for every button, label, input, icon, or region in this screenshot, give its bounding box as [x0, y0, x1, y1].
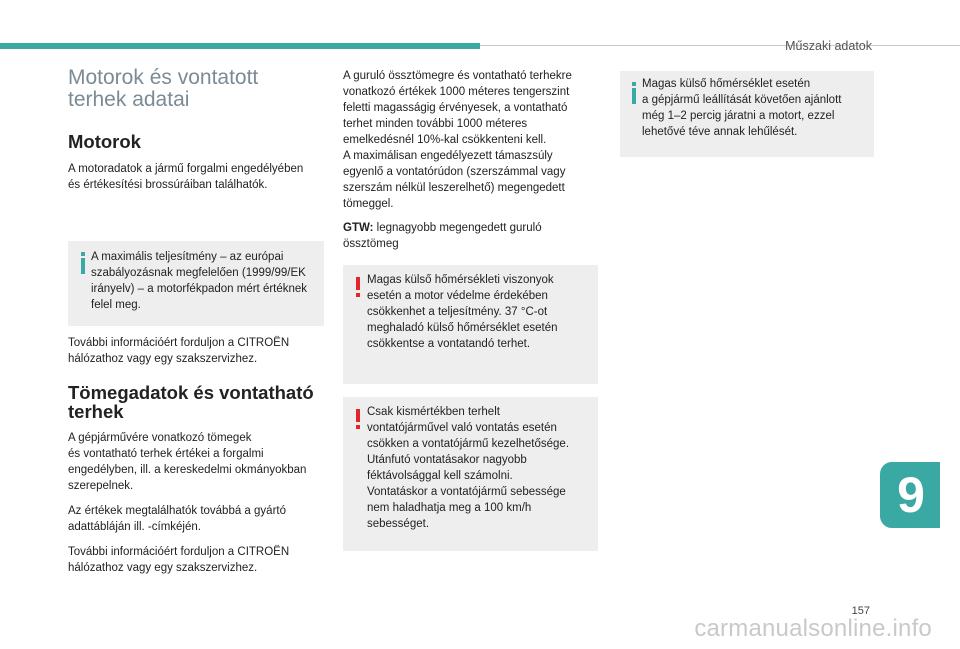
text-line: További információért forduljon a CITROËN	[68, 337, 290, 349]
text-line: sebességet.	[367, 518, 430, 530]
paragraph-masses	[68, 430, 306, 494]
info-box-cooling	[620, 71, 874, 157]
warning-icon	[353, 409, 363, 429]
heading-motorok: Motorok	[68, 131, 141, 152]
text-line: A maximális teljesítmény – az európai	[91, 251, 284, 263]
text-line: hálózathoz vagy egy szakszervizhez.	[68, 353, 258, 365]
text-line: Magas külső hőmérsékleti viszonyok	[367, 274, 554, 286]
text-line: Csak kismértékben terhelt	[367, 406, 500, 418]
text-line: terhet minden további 1000 méteres	[343, 118, 528, 130]
text-line: feletti magasságig érvényesek, a vontatható	[343, 102, 568, 114]
text-line: adattábláján ill. -címkéjén.	[68, 521, 201, 533]
text-line: szabályozásnak megfelelően (1999/99/EK	[91, 267, 306, 279]
text-line: tömeggel.	[343, 198, 394, 210]
text-line: egyenlő a vontatórúdon (szerszámmal vagy	[343, 166, 566, 178]
paragraph-nameplate	[68, 503, 286, 535]
text-line: féktávolsággal kell számolni.	[367, 470, 513, 482]
text-line: hálózathoz vagy egy szakszervizhez.	[68, 562, 258, 574]
text-line: irányelv) – a motorfékpadon mért értéknek	[91, 283, 308, 295]
page-title: Motorok és vontatott terhek adatai	[68, 66, 259, 111]
text-line: emelkedésnél 10%-kal csökkenteni kell.	[343, 134, 547, 146]
text-line: esetén a motor védelme érdekében	[367, 290, 548, 302]
text-line: szerepelnek.	[68, 480, 134, 492]
text-line: vonatkozó értékek 1000 méteres tengerszint	[343, 86, 570, 98]
text-line: A guruló össztömegre és vontatható terhekre	[343, 70, 572, 82]
text-line: További információért forduljon a CITROËN	[68, 546, 290, 558]
paragraph-altitude-towing	[343, 68, 572, 212]
info-icon	[76, 252, 90, 274]
watermark: carmanualsonline.info	[694, 615, 932, 642]
text-line: vontatójárművel való vontatás esetén	[367, 422, 557, 434]
warning-box-heat	[343, 265, 598, 384]
paragraph-contact-1	[68, 335, 289, 367]
chapter-number: 9	[897, 467, 925, 523]
text-line: felel meg.	[91, 299, 141, 311]
text-line: meghaladó külső hőmérséklet esetén	[367, 322, 558, 334]
text-line: és vontatható terhek értékei a forgalmi	[68, 448, 264, 460]
text-line: a gépjármű leállítását követően ajánlott	[642, 94, 842, 106]
text-line: A gépjárművére vonatkozó tömegek	[68, 432, 252, 444]
text-line: és értékesítési brossúráiban találhatók.	[68, 179, 268, 191]
text-line: nem haladhatja meg a 100 km/h	[367, 502, 532, 514]
text-line: csökken a vontatójármű kezelhetősége.	[367, 438, 570, 450]
header-accent-bar	[0, 43, 480, 49]
text-line: Utánfutó vontatásakor nagyobb	[367, 454, 527, 466]
heading-mass-towing: Tömegadatok és vontatható terhek	[68, 382, 314, 422]
text-line: A maximálisan engedélyezett támaszsúly	[343, 150, 553, 162]
warning-icon	[353, 277, 363, 297]
text-line: A motoradatok a jármű forgalmi engedélyében	[68, 163, 304, 175]
text-line: még 1–2 percig járatni a motort, ezzel	[642, 110, 835, 122]
warning-box-towing	[343, 397, 598, 551]
text-line: csökkentse a vontatandó terhet.	[367, 338, 531, 350]
section-title: Műszaki adatok	[785, 39, 872, 53]
text-line: engedélyben, ill. a kereskedelmi okmányokban	[68, 464, 307, 476]
paragraph-engine-data	[68, 161, 303, 193]
text-line: legnagyobb megengedett guruló	[373, 222, 542, 234]
header-rule	[480, 45, 960, 46]
text-line: Magas külső hőmérséklet esetén	[642, 78, 811, 90]
info-icon	[627, 82, 641, 104]
text-line: Vontatáskor a vontatójármű sebessége	[367, 486, 566, 498]
paragraph-gtw	[343, 220, 542, 252]
gtw-label: GTW:	[343, 222, 374, 234]
text-line: szerszám nélkül leszerelhető) megengedett	[343, 182, 565, 194]
page-number: 157	[851, 605, 870, 617]
text-line: össztömeg	[343, 238, 399, 250]
paragraph-contact-2	[68, 544, 289, 576]
text-line: lehetővé téve annak lehűlését.	[642, 126, 798, 138]
info-box-power	[68, 241, 324, 326]
text-line: Az értékek megtalálhatók továbbá a gyártó	[68, 505, 286, 517]
text-line: csökkenhet a teljesítmény. 37 °C-ot	[367, 306, 548, 318]
